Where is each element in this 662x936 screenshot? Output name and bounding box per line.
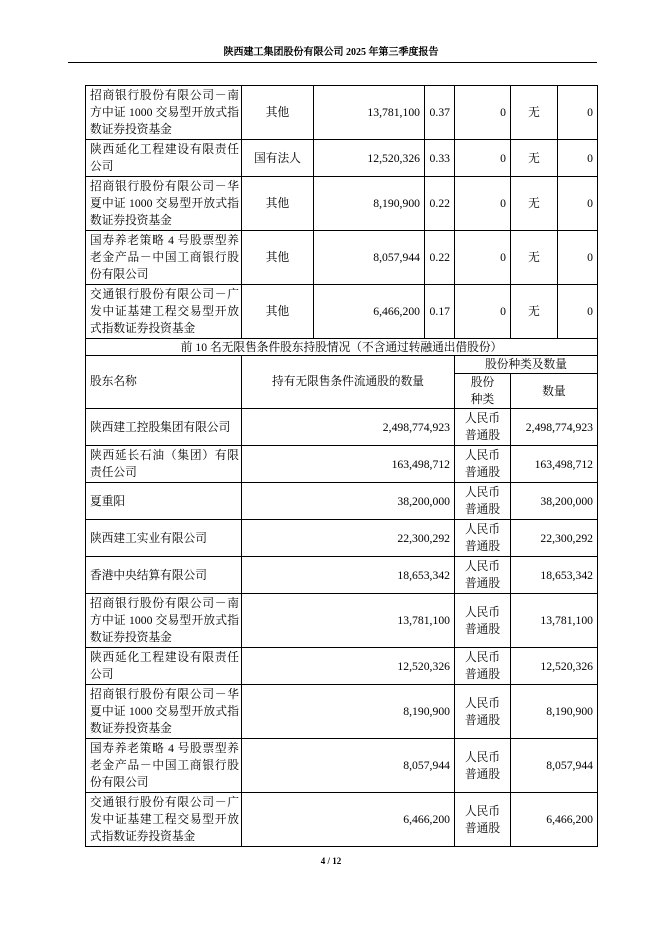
share-amount-cell: 22,300,292	[511, 520, 598, 557]
shareholder-nature-cell: 其他	[242, 86, 314, 140]
share-amount-cell: 8,190,900	[511, 685, 598, 739]
shareholding-ratio-cell: 0.17	[425, 285, 455, 339]
shareholder-nature-cell: 其他	[242, 285, 314, 339]
shareholder-name-line: 夏中证 1000 交易型开放式指	[90, 705, 239, 718]
shareholder-name-cell	[86, 446, 242, 483]
shareholder-name-cell	[86, 409, 242, 446]
pledge-status-cell: 无	[511, 177, 558, 231]
shareholder-name-line: 陕西建工控股集团有限公司	[90, 420, 231, 434]
shareholder-name-line: 式指数证券投资基金	[90, 322, 196, 335]
pledge-quantity-cell: 0	[558, 285, 598, 339]
section-title: 前 10 名无限售条件股东持股情况（不含通过转融通出借股份）	[86, 339, 598, 356]
unrestricted-shareholder-row	[86, 446, 598, 483]
top-shareholder-row	[86, 231, 598, 285]
shareholder-name-cell	[86, 557, 242, 594]
pledge-quantity-cell: 0	[558, 140, 598, 177]
unrestricted-shares-cell: 163,498,712	[242, 446, 455, 483]
shareholder-name-line: 数证券投资基金	[90, 123, 172, 136]
unrestricted-shareholder-row	[86, 483, 598, 520]
shareholder-name-line: 招商银行股份有限公司－华	[90, 688, 239, 701]
share-type-text: 人民币普通股	[464, 651, 501, 681]
header-divider	[68, 62, 597, 63]
column-header-row	[86, 356, 598, 374]
column-header-shareholder-name: 股东名称	[86, 356, 242, 409]
column-header-unrestricted-shares: 持有无限售条件流通股的数量	[242, 356, 455, 409]
unrestricted-shares-cell: 12,520,326	[242, 648, 455, 685]
shareholder-name-line: 份有限公司	[90, 776, 149, 789]
top-shareholder-row	[86, 285, 598, 339]
share-type-text: 人民币普通股	[464, 560, 501, 590]
share-type-cell	[455, 793, 511, 847]
shareholder-name-line: 陕西延化工程建设有限责任	[90, 143, 239, 156]
share-amount-cell: 38,200,000	[511, 483, 598, 520]
shareholder-name-line: 交通银行股份有限公司－广	[90, 796, 239, 809]
unrestricted-shareholder-row	[86, 557, 598, 594]
shareholder-name-line: 招商银行股份有限公司－南	[90, 597, 239, 610]
shareholder-name-line: 方中证 1000 交易型开放式指	[90, 614, 239, 627]
share-type-text: 人民币普通股	[464, 804, 501, 835]
unrestricted-shares-cell: 6,466,200	[242, 793, 455, 847]
top-shareholders-continued	[86, 86, 598, 339]
unrestricted-section-header	[86, 339, 598, 409]
shareholder-name-line: 交通银行股份有限公司－广	[90, 288, 239, 301]
shares-held-cell: 8,057,944	[314, 231, 425, 285]
share-amount-cell: 163,498,712	[511, 446, 598, 483]
shareholder-name-line: 数证券投资基金	[90, 722, 172, 735]
share-type-cell	[455, 520, 511, 557]
shareholder-name-line: 国寿养老策略 4 号股票型养	[90, 234, 239, 247]
shareholder-nature-cell: 其他	[242, 231, 314, 285]
shareholder-name-cell	[86, 140, 242, 177]
share-amount-cell: 2,498,774,923	[511, 409, 598, 446]
restricted-shares-cell: 0	[455, 177, 511, 231]
unrestricted-shares-cell: 8,057,944	[242, 739, 455, 793]
pledge-quantity-cell: 0	[558, 86, 598, 140]
shareholding-ratio-cell: 0.22	[425, 177, 455, 231]
shareholder-name-line: 发中证基建工程交易型开放	[90, 305, 239, 318]
share-amount-cell: 18,653,342	[511, 557, 598, 594]
shareholder-table	[85, 85, 598, 847]
restricted-shares-cell: 0	[455, 231, 511, 285]
column-header-amount: 数量	[511, 374, 598, 409]
shareholder-name-cell	[86, 285, 242, 339]
shareholder-name-line: 式指数证券投资基金	[90, 830, 196, 843]
shareholder-name-line: 责任公司	[90, 466, 137, 479]
shareholding-ratio-cell: 0.33	[425, 140, 455, 177]
pledge-status-cell: 无	[511, 231, 558, 285]
shareholder-name-cell	[86, 231, 242, 285]
column-header-share-type-and-amount: 股份种类及数量	[455, 356, 598, 374]
unrestricted-shareholder-row	[86, 520, 598, 557]
unrestricted-shareholder-row	[86, 685, 598, 739]
shareholding-ratio-cell: 0.22	[425, 231, 455, 285]
shares-held-cell: 6,466,200	[314, 285, 425, 339]
share-type-text: 人民币普通股	[464, 486, 501, 516]
shareholder-name-cell	[86, 177, 242, 231]
share-type-text: 人民币普通股	[464, 696, 501, 727]
unrestricted-shareholder-row	[86, 409, 598, 446]
shareholder-name-cell	[86, 685, 242, 739]
shareholder-name-line: 香港中央结算有限公司	[90, 568, 207, 582]
shareholder-name-line: 招商银行股份有限公司－华	[90, 180, 239, 193]
shareholder-name-cell	[86, 520, 242, 557]
share-type-text: 人民币普通股	[464, 523, 501, 553]
shareholder-name-line: 发中证基建工程交易型开放	[90, 813, 239, 826]
share-type-text: 人民币普通股	[464, 449, 501, 479]
share-amount-cell: 8,057,944	[511, 739, 598, 793]
shareholding-ratio-cell: 0.37	[425, 86, 455, 140]
shareholder-name-line: 老金产品－中国工商银行股	[90, 251, 239, 264]
share-type-cell	[455, 594, 511, 648]
shareholder-name-line: 陕西延化工程建设有限责任	[90, 651, 239, 664]
shares-held-cell: 13,781,100	[314, 86, 425, 140]
column-header-share-type: 股份种类	[470, 376, 495, 406]
shareholder-name-cell	[86, 86, 242, 140]
restricted-shares-cell: 0	[455, 86, 511, 140]
shareholder-name-line: 数证券投资基金	[90, 214, 172, 227]
shareholder-nature-cell: 国有法人	[242, 140, 314, 177]
pledge-status-cell: 无	[511, 140, 558, 177]
unrestricted-shares-cell: 22,300,292	[242, 520, 455, 557]
share-amount-cell: 6,466,200	[511, 793, 598, 847]
pledge-quantity-cell: 0	[558, 177, 598, 231]
shareholder-name-line: 数证券投资基金	[90, 631, 172, 644]
share-type-cell	[455, 557, 511, 594]
shareholder-name-line: 陕西建工实业有限公司	[90, 531, 207, 545]
top-shareholder-row	[86, 140, 598, 177]
pledge-status-cell: 无	[511, 86, 558, 140]
page-number: 4 / 12	[320, 856, 342, 866]
unrestricted-shares-cell: 2,498,774,923	[242, 409, 455, 446]
shareholder-name-line: 招商银行股份有限公司－南	[90, 89, 239, 102]
shareholder-name-line: 方中证 1000 交易型开放式指	[90, 106, 239, 119]
shareholder-name-cell	[86, 648, 242, 685]
shareholder-name-line: 夏中证 1000 交易型开放式指	[90, 197, 239, 210]
column-header-share-type-cell	[455, 374, 511, 409]
shareholder-name-line: 夏重阳	[90, 494, 126, 508]
share-type-text: 人民币普通股	[464, 750, 501, 781]
shareholder-nature-cell: 其他	[242, 177, 314, 231]
top-shareholder-row	[86, 86, 598, 140]
top-shareholder-row	[86, 177, 598, 231]
share-type-cell	[455, 648, 511, 685]
share-amount-cell: 12,520,326	[511, 648, 598, 685]
unrestricted-shares-cell: 13,781,100	[242, 594, 455, 648]
shareholder-name-line: 国寿养老策略 4 号股票型养	[90, 742, 239, 755]
section-title-row	[86, 339, 598, 356]
share-type-text: 人民币普通股	[464, 605, 501, 636]
pledge-quantity-cell: 0	[558, 231, 598, 285]
share-amount-cell: 13,781,100	[511, 594, 598, 648]
unrestricted-shares-cell: 8,190,900	[242, 685, 455, 739]
unrestricted-shareholder-row	[86, 793, 598, 847]
share-type-cell	[455, 446, 511, 483]
unrestricted-shareholder-row	[86, 594, 598, 648]
restricted-shares-cell: 0	[455, 140, 511, 177]
shareholder-name-line: 公司	[90, 668, 114, 681]
shareholder-name-cell	[86, 594, 242, 648]
unrestricted-shares-cell: 18,653,342	[242, 557, 455, 594]
shareholder-name-line: 份有限公司	[90, 268, 149, 281]
unrestricted-shareholder-row	[86, 648, 598, 685]
pledge-status-cell: 无	[511, 285, 558, 339]
unrestricted-shareholders	[86, 409, 598, 847]
shares-held-cell: 12,520,326	[314, 140, 425, 177]
share-type-cell	[455, 739, 511, 793]
restricted-shares-cell: 0	[455, 285, 511, 339]
share-type-cell	[455, 409, 511, 446]
shareholder-name-line: 陕西延长石油（集团）有限	[90, 449, 239, 462]
unrestricted-shares-cell: 38,200,000	[242, 483, 455, 520]
unrestricted-shareholder-row	[86, 739, 598, 793]
report-header-title: 陕西建工集团股份有限公司 2025 年第三季度报告	[223, 47, 439, 58]
share-type-cell	[455, 685, 511, 739]
shareholder-name-cell	[86, 483, 242, 520]
shareholder-name-cell	[86, 739, 242, 793]
shareholder-name-line: 老金产品－中国工商银行股	[90, 759, 239, 772]
share-type-text: 人民币普通股	[464, 412, 501, 442]
share-type-cell	[455, 483, 511, 520]
shareholder-name-cell	[86, 793, 242, 847]
shareholder-name-line: 公司	[90, 160, 114, 173]
shares-held-cell: 8,190,900	[314, 177, 425, 231]
